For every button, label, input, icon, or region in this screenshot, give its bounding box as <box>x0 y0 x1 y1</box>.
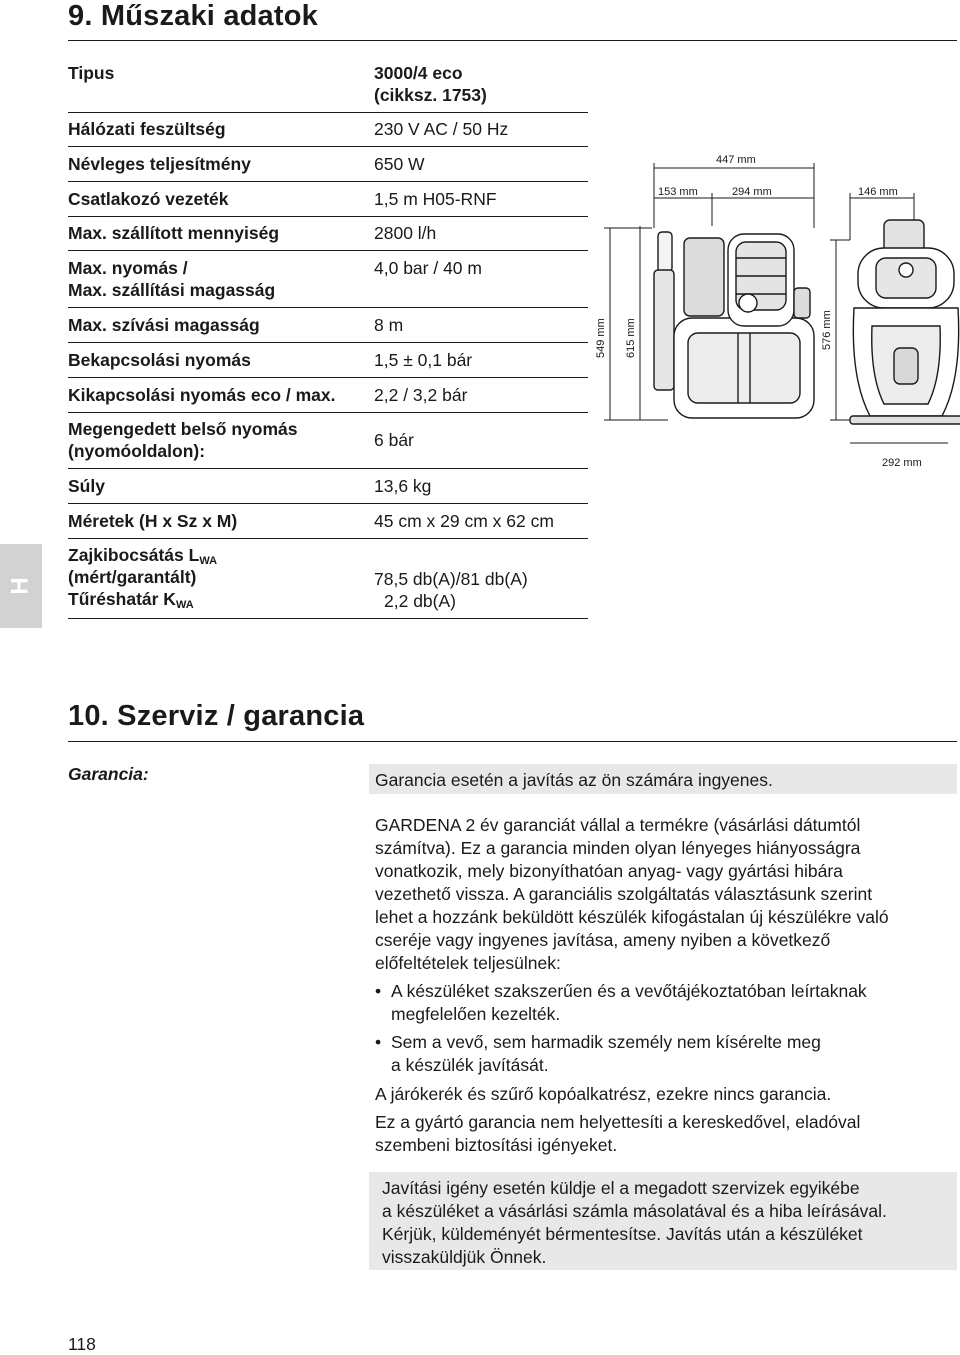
bullet-mark: • <box>375 981 382 1001</box>
pump-side-view <box>654 232 814 418</box>
spec-row-switch-on <box>68 349 588 378</box>
spec-value: 1,5 m H05-RNF <box>374 189 497 209</box>
spec-value: 650 W <box>374 154 425 174</box>
spec-label: Megengedett belső nyomás <box>68 419 298 439</box>
spec-value: (cikksz. 1753) <box>374 85 487 105</box>
spec-row-noise <box>68 544 588 619</box>
guarantee-highlight: Garancia esetén a javítás az ön számára ingyenes. <box>375 770 773 790</box>
list-item <box>375 980 935 1026</box>
spec-label: Bekapcsolási nyomás <box>68 350 251 370</box>
spec-value: 45 cm x 29 cm x 62 cm <box>374 511 554 531</box>
list-item-line: A készüléket szakszerűen és a vevőtájékoztatóban leírtaknak <box>391 981 867 1001</box>
spec-value: 78,5 db(A)/81 db(A) <box>374 569 528 589</box>
box-line: Kérjük, küldeményét bérmentesítse. Javítás után a készüléket <box>382 1224 863 1244</box>
box-line: visszaküldjük Önnek. <box>382 1247 547 1267</box>
spec-label-sub: WA <box>199 555 218 567</box>
guarantee-label: Garancia: <box>68 764 149 784</box>
spec-value: 6 bár <box>374 430 414 450</box>
spec-label: Súly <box>68 476 105 496</box>
dim-width-left: 153 mm <box>658 186 698 198</box>
list-item <box>375 1031 935 1077</box>
spec-row-pressure <box>68 257 588 308</box>
spec-value: 2800 l/h <box>374 223 437 243</box>
spec-value: 3000/4 eco <box>374 63 463 83</box>
spec-row-dimensions <box>68 510 588 539</box>
spec-value: 13,6 kg <box>374 476 432 496</box>
spec-label-text: Tűréshatár K <box>68 589 176 609</box>
spec-label: Max. szállítási magasság <box>68 280 276 300</box>
dim-width-total: 447 mm <box>716 154 756 166</box>
spec-value: 2,2 db(A) <box>384 591 456 611</box>
spec-row-flow <box>68 222 588 251</box>
section-9-rule <box>68 40 957 41</box>
dim-height-right: 576 mm <box>821 310 833 350</box>
language-side-tab <box>0 544 42 628</box>
spec-value: 2,2 / 3,2 bár <box>374 385 468 405</box>
dim-height-outer: 549 mm <box>595 318 607 358</box>
spec-label: Névleges teljesítmény <box>68 154 251 174</box>
dim-width-middle: 294 mm <box>732 186 772 198</box>
guarantee-paragraph-2: A járókerék és szűrő kopóalkatrész, ezekre nincs garancia. <box>375 1084 832 1104</box>
spec-label: Tipus <box>68 63 115 83</box>
spec-row-weight <box>68 475 588 504</box>
dim-depth-bottom: 292 mm <box>882 457 922 469</box>
spec-row-type <box>68 62 588 113</box>
spec-label: Méretek (H x Sz x M) <box>68 511 238 531</box>
spec-label-sub: WA <box>175 599 194 611</box>
bullet-mark: • <box>375 1032 382 1052</box>
dim-height-inner: 615 mm <box>625 318 637 358</box>
paragraph-line: vonatkozik, mely bizonyíthatóan anyag- vagy gyártási hibára <box>375 861 843 881</box>
spec-value: 1,5 ± 0,1 bár <box>374 350 473 370</box>
spec-label: Max. szívási magasság <box>68 315 260 335</box>
list-item-line: megfelelően kezelték. <box>391 1004 561 1024</box>
paragraph-line: számítva). Ez a garancia minden olyan lényeges hiányosságra <box>375 838 861 858</box>
spec-label: (nyomóoldalon): <box>68 441 206 461</box>
spec-label: Kikapcsolási nyomás eco / max. <box>68 385 336 405</box>
paragraph-line: szembeni biztosítási igényeket. <box>375 1135 618 1155</box>
section-10-rule <box>68 741 957 742</box>
spec-row-voltage <box>68 118 588 147</box>
spec-label: Max. nyomás / <box>68 258 188 278</box>
spec-value: 4,0 bar / 40 m <box>374 258 482 278</box>
side-tab-letter: H <box>7 577 34 595</box>
spec-label-text: Zajkibocsátás L <box>68 545 200 565</box>
section-10-title: 10. Szerviz / garancia <box>68 700 365 732</box>
spec-row-internal-pressure <box>68 418 588 469</box>
spec-label: Hálózati feszültség <box>68 119 226 139</box>
paragraph-line: Ez a gyártó garancia nem helyettesíti a kereskedővel, eladóval <box>375 1112 861 1132</box>
paragraph-line: vezethető vissza. A garanciális szolgáltatás választásunk szerint <box>375 884 873 904</box>
page-number: 118 <box>68 1334 96 1354</box>
box-line: a készüléket a vásárlási számla másolatával és a hiba leírásával. <box>382 1201 887 1221</box>
spec-label: (mért/garantált) <box>68 567 197 587</box>
pump-dimension-drawing <box>588 148 960 478</box>
box-line: Javítási igény esetén küldje el a megadott szervizek egyikébe <box>382 1178 860 1198</box>
spec-label <box>68 588 194 616</box>
spec-label: Max. szállított mennyiség <box>68 223 280 243</box>
spec-row-power <box>68 153 588 182</box>
paragraph-line: GARDENA 2 év garanciát vállal a termékre (vásárlási dátumtól <box>375 815 861 835</box>
spec-row-cable <box>68 188 588 217</box>
spec-value: 230 V AC / 50 Hz <box>374 119 509 139</box>
paragraph-line: lehet a hozzánk beküldött készülék kifogástalan új készülékre való <box>375 907 889 927</box>
spec-row-switch-off <box>68 384 588 413</box>
section-9-title: 9. Műszaki adatok <box>68 0 318 32</box>
spec-label: Csatlakozó vezeték <box>68 189 229 209</box>
paragraph-line: előfeltételek teljesülnek: <box>375 953 561 973</box>
spec-row-suction <box>68 314 588 343</box>
list-item-line: a készülék javítását. <box>391 1055 549 1075</box>
paragraph-line: cseréje vagy ingyenes javítása, ameny nyiben a következő <box>375 930 831 950</box>
spec-value: 8 m <box>374 315 404 335</box>
dim-width-right: 146 mm <box>858 186 898 198</box>
pump-front-view <box>850 220 960 424</box>
list-item-line: Sem a vevő, sem harmadik személy nem kísérelte meg <box>391 1032 821 1052</box>
